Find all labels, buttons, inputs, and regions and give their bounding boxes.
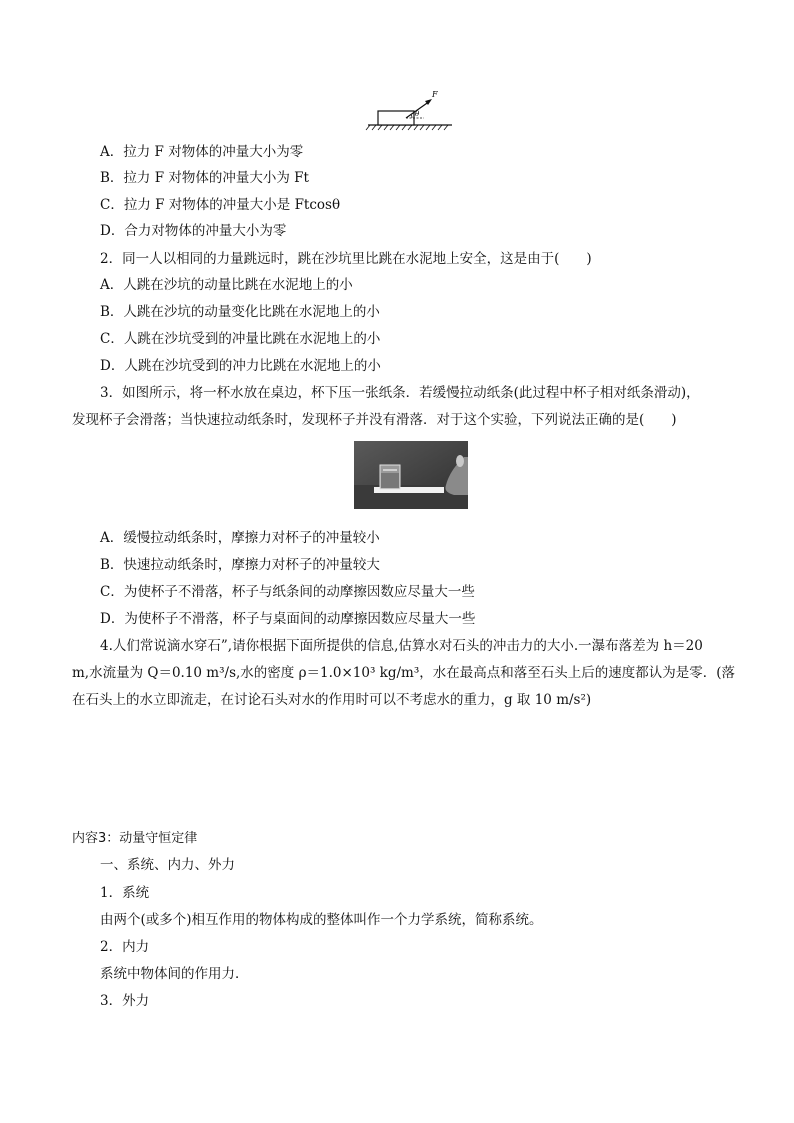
q4-line1: 4.人们常说滴水穿石”,请你根据下面所提供的信息,估算水对石头的冲击力的大小.一瀑布落差为 h＝20 xyxy=(100,638,703,654)
q2-option-d: D．人跳在沙坑受到的冲力比跳在水泥地上的小 xyxy=(100,358,381,374)
q1-option-a: A．拉力 F 对物体的冲量大小为零 xyxy=(100,144,304,160)
q1-option-b: B．拉力 F 对物体的冲量大小为 Ft xyxy=(100,170,309,186)
q2-option-c: C．人跳在沙坑受到的冲量比跳在水泥地上的小 xyxy=(100,331,381,347)
item-system-heading: 1．系统 xyxy=(100,885,150,901)
block xyxy=(378,111,414,125)
cup-on-paper-photo xyxy=(354,441,468,509)
q1-option-d: D．合力对物体的冲量大小为零 xyxy=(100,223,287,239)
q3-option-c: C．为使杯子不滑落，杯子与纸条间的动摩擦因数应尽量大一些 xyxy=(100,584,475,600)
q4-line2: m,水流量为 Q＝0.10 m³/s,水的密度 ρ＝1.0×10³ kg/m³，水在最高点和落至石头上后的速度都认为是零．(落 xyxy=(72,665,736,681)
q2-stem: 2．同一人以相同的力量跳远时，跳在沙坑里比跳在水泥地上安全，这是由于( ) xyxy=(100,251,592,267)
q3-stem-line2: 发现杯子会滑落；当快速拉动纸条时，发现杯子并没有滑落．对于这个实验，下列说法正确的是( ) xyxy=(72,412,677,428)
q3-option-a: A．缓慢拉动纸条时，摩擦力对杯子的冲量较小 xyxy=(100,530,380,546)
item-internal-heading: 2．内力 xyxy=(100,939,150,955)
item-system-text: 由两个(或多个)相互作用的物体构成的整体叫作一个力学系统，简称系统。 xyxy=(100,912,543,928)
angle-label: θ xyxy=(415,110,420,118)
q1-option-c: C．拉力 F 对物体的冲量大小是 Ftcosθ xyxy=(100,197,341,213)
section-title: 内容3：动量守恒定律 xyxy=(72,831,198,846)
q2-option-b: B．人跳在沙坑的动量变化比跳在水泥地上的小 xyxy=(100,304,380,320)
item-internal-text: 系统中物体间的作用力． xyxy=(100,966,249,982)
q3-stem-line1: 3．如图所示，将一杯水放在桌边，杯下压一张纸条．若缓慢拉动纸条(此过程中杯子相对纸条滑动)， xyxy=(100,385,700,401)
force-diagram xyxy=(364,88,456,132)
force-label: F xyxy=(432,90,438,99)
item-external-heading: 3．外力 xyxy=(100,993,150,1009)
q2-option-a: A．人跳在沙坑的动量比跳在水泥地上的小 xyxy=(100,277,353,293)
q3-option-d: D．为使杯子不滑落，杯子与桌面间的动摩擦因数应尽量大一些 xyxy=(100,611,476,627)
section-subtitle: 一、系统、内力、外力 xyxy=(100,857,235,873)
q4-line3: 在石头上的水立即流走，在讨论石头对水的作用时可以不考虑水的重力，g 取 10 m/s²) xyxy=(72,692,592,708)
q3-option-b: B．快速拉动纸条时，摩擦力对杯子的冲量较大 xyxy=(100,557,380,573)
